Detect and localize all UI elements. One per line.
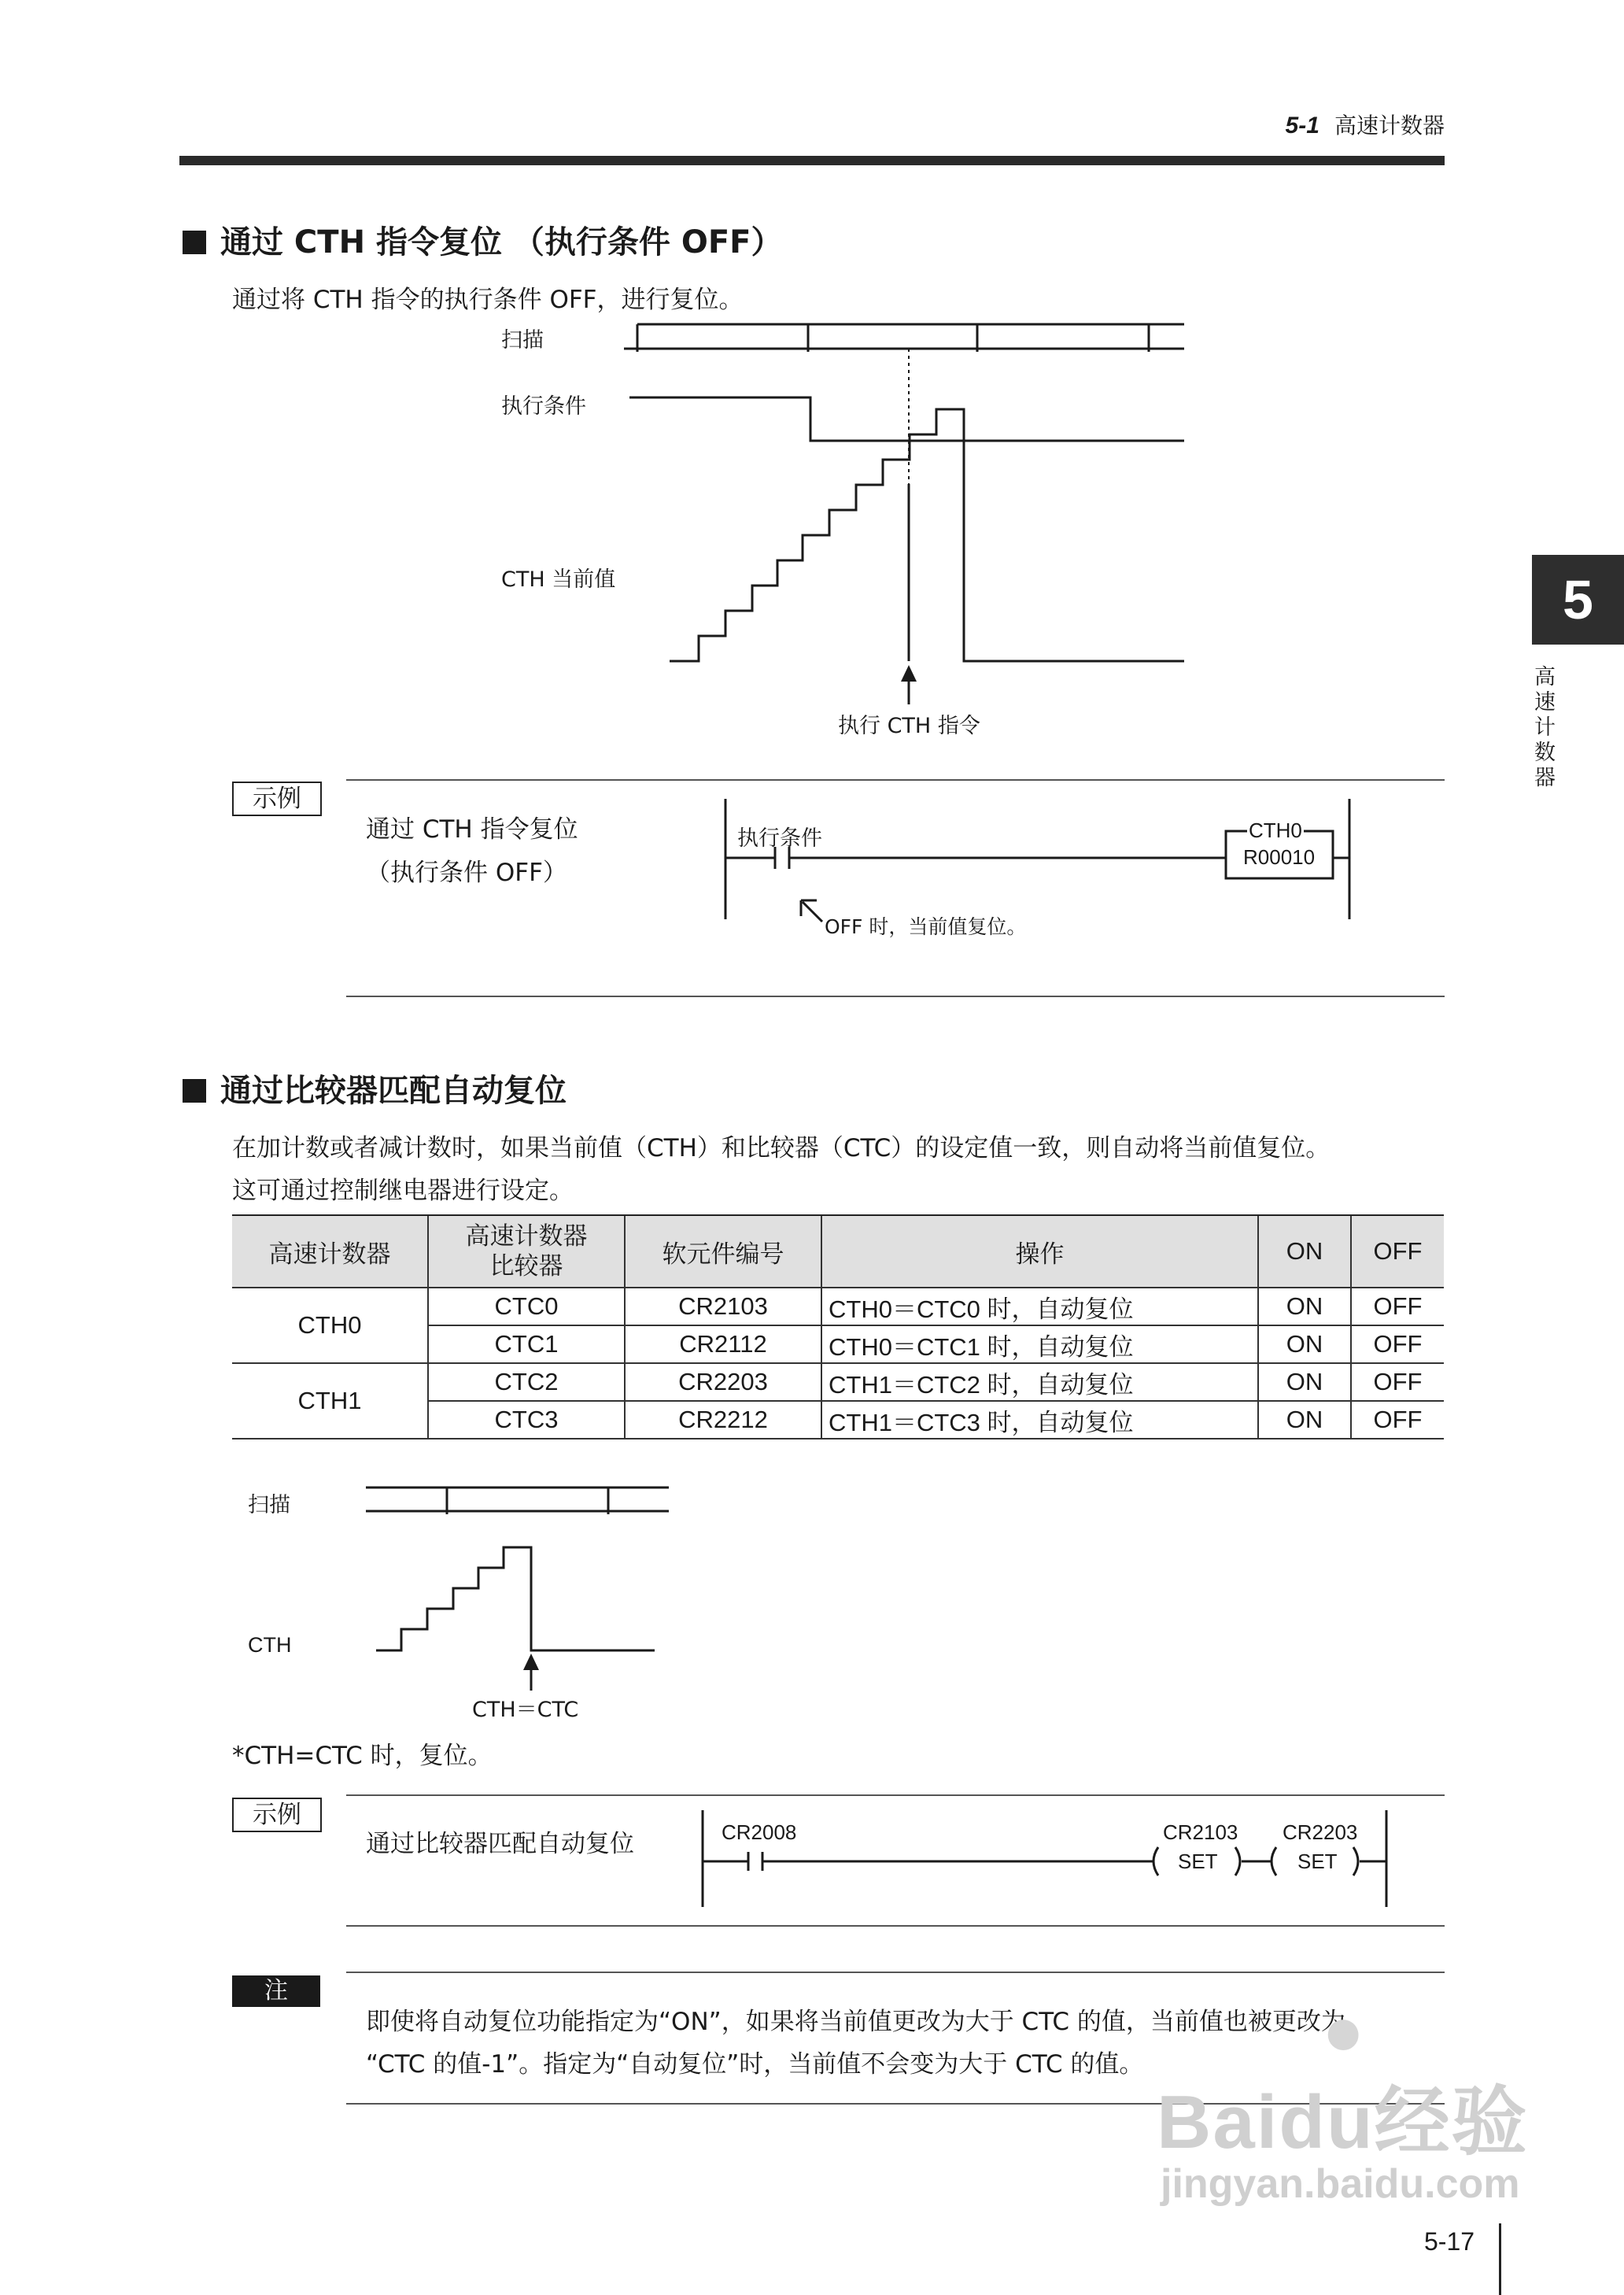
device-cell: CR2212 xyxy=(625,1401,821,1439)
counter-cell: CTH1 xyxy=(232,1363,428,1439)
header-comparator: 高速计数器 比较器 xyxy=(428,1216,625,1288)
set-coil-1-left xyxy=(1153,1847,1158,1876)
auto-reset-table xyxy=(232,1216,1444,1439)
scan-label: 扫描 xyxy=(501,328,544,353)
section-number: 5-1 xyxy=(1285,113,1320,139)
exec-condition-signal xyxy=(629,397,1184,441)
ladder1-instr-operand: R00010 xyxy=(1243,845,1316,869)
device-cell: CR2103 xyxy=(625,1288,821,1325)
square-bullet-icon xyxy=(183,1079,206,1103)
section2-footnote: *CTH=CTC 时，复位。 xyxy=(232,1742,493,1770)
off-cell: OFF xyxy=(1351,1363,1444,1401)
table-row xyxy=(232,1363,1444,1401)
chapter-title: 高速计数器 xyxy=(1534,665,1556,790)
example2-title: 通过比较器匹配自动复位 xyxy=(366,1830,634,1858)
cth-current-value-signal xyxy=(670,409,1184,661)
section2-description-line2: 这可通过控制继电器进行设定。 xyxy=(232,1177,574,1205)
device-cell: CR2203 xyxy=(625,1363,821,1401)
comparator-cell: CTC3 xyxy=(428,1401,625,1439)
ladder2-contact-label: CR2008 xyxy=(722,1820,797,1844)
watermark-logo: ● Baidu经验 xyxy=(1157,1992,1529,2164)
on-cell: ON xyxy=(1258,1325,1351,1363)
section-title: 高速计数器 xyxy=(1334,113,1445,139)
operation-cell: CTH0＝CTC0 时，自动复位 xyxy=(821,1288,1258,1325)
on-cell: ON xyxy=(1258,1288,1351,1325)
counter-cell: CTH0 xyxy=(232,1288,428,1363)
on-cell: ON xyxy=(1258,1363,1351,1401)
example1-title-line1: 通过 CTH 指令复位 xyxy=(366,815,578,844)
ladder1-instr-name: CTH0 xyxy=(1249,819,1302,842)
diagonal-arrow-icon xyxy=(801,900,822,922)
ladder1-note: OFF 时，当前值复位。 xyxy=(825,915,1027,938)
timing-diagram-1 xyxy=(0,0,1624,756)
header-counter: 高速计数器 xyxy=(232,1216,428,1288)
chapter-number: 5 xyxy=(1563,569,1593,630)
note-tag: 注 xyxy=(232,1975,320,2007)
coil1-label: CR2103 xyxy=(1163,1820,1238,1844)
example2-tag: 示例 xyxy=(232,1798,322,1832)
paw-icon: ● xyxy=(1322,1992,1367,2071)
ladder1-contact-label: 执行条件 xyxy=(737,826,822,851)
device-cell: CR2112 xyxy=(625,1325,821,1363)
coil1-text: SET xyxy=(1178,1850,1218,1873)
set-coil-1-right xyxy=(1235,1847,1240,1876)
comparator-cell: CTC0 xyxy=(428,1288,625,1325)
example1-title-line2: （执行条件 OFF） xyxy=(366,859,567,887)
set-coil-2-right xyxy=(1353,1847,1358,1876)
timing-diagram-2 xyxy=(0,1464,1624,1716)
exec-cth-arrow-label: 执行 CTH 指令 xyxy=(838,714,980,738)
comparator-cell: CTC1 xyxy=(428,1325,625,1363)
operation-cell: CTH1＝CTC3 时，自动复位 xyxy=(821,1401,1258,1439)
header-device: 软元件编号 xyxy=(625,1216,821,1288)
ladder-diagram-2 xyxy=(0,1787,1624,1920)
cth-current-label: CTH 当前值 xyxy=(501,567,616,592)
up-arrow-icon xyxy=(901,665,917,704)
example1-bottom-rule xyxy=(346,996,1445,997)
off-cell: OFF xyxy=(1351,1325,1444,1363)
watermark-url: jingyan.baidu.com xyxy=(1161,2161,1520,2207)
note-line2: “CTC 的值-1”。指定为“自动复位”时，当前值不会变为大于 CTC 的值。 xyxy=(366,2050,1144,2079)
section2-heading: 通过比较器匹配自动复位 xyxy=(183,1066,567,1111)
example1-tag: 示例 xyxy=(232,782,322,816)
table-row xyxy=(232,1288,1444,1325)
cth-ctc-arrow-label: CTH＝CTC xyxy=(472,1698,579,1722)
section1-heading: 通过 CTH 指令复位 （执行条件 OFF） xyxy=(183,217,782,262)
page-number: 5-17 xyxy=(1424,2227,1475,2256)
coil2-label: CR2203 xyxy=(1283,1820,1358,1844)
on-cell: ON xyxy=(1258,1401,1351,1439)
section2-description-line1: 在加计数或者减计数时，如果当前值（CTH）和比较器（CTC）的设定值一致，则自动将当前值复位。 xyxy=(232,1134,1331,1162)
section1-description: 通过将 CTH 指令的执行条件 OFF，进行复位。 xyxy=(232,286,744,314)
operation-cell: CTH1＝CTC2 时，自动复位 xyxy=(821,1363,1258,1401)
set-coil-2-left xyxy=(1272,1847,1276,1876)
header-on: ON xyxy=(1258,1216,1351,1288)
table-header-row xyxy=(232,1216,1444,1288)
note-top-rule xyxy=(346,1972,1445,1973)
off-cell: OFF xyxy=(1351,1401,1444,1439)
operation-cell: CTH0＝CTC1 时，自动复位 xyxy=(821,1325,1258,1363)
page-number-rule xyxy=(1499,2223,1501,2295)
cth-label-2: CTH xyxy=(248,1633,292,1657)
scan-label-2: 扫描 xyxy=(248,1493,290,1517)
example2-bottom-rule xyxy=(346,1925,1445,1927)
header-operation: 操作 xyxy=(821,1216,1258,1288)
coil2-text: SET xyxy=(1297,1850,1338,1873)
up-arrow-icon xyxy=(523,1654,539,1691)
comparator-cell: CTC2 xyxy=(428,1363,625,1401)
header-off: OFF xyxy=(1351,1216,1444,1288)
off-cell: OFF xyxy=(1351,1288,1444,1325)
cth-signal xyxy=(376,1547,655,1650)
exec-condition-label: 执行条件 xyxy=(501,394,586,419)
note-line1: 即使将自动复位功能指定为“ON”，如果将当前值更改为大于 CTC 的值，当前值也被更改为 xyxy=(366,2008,1345,2036)
